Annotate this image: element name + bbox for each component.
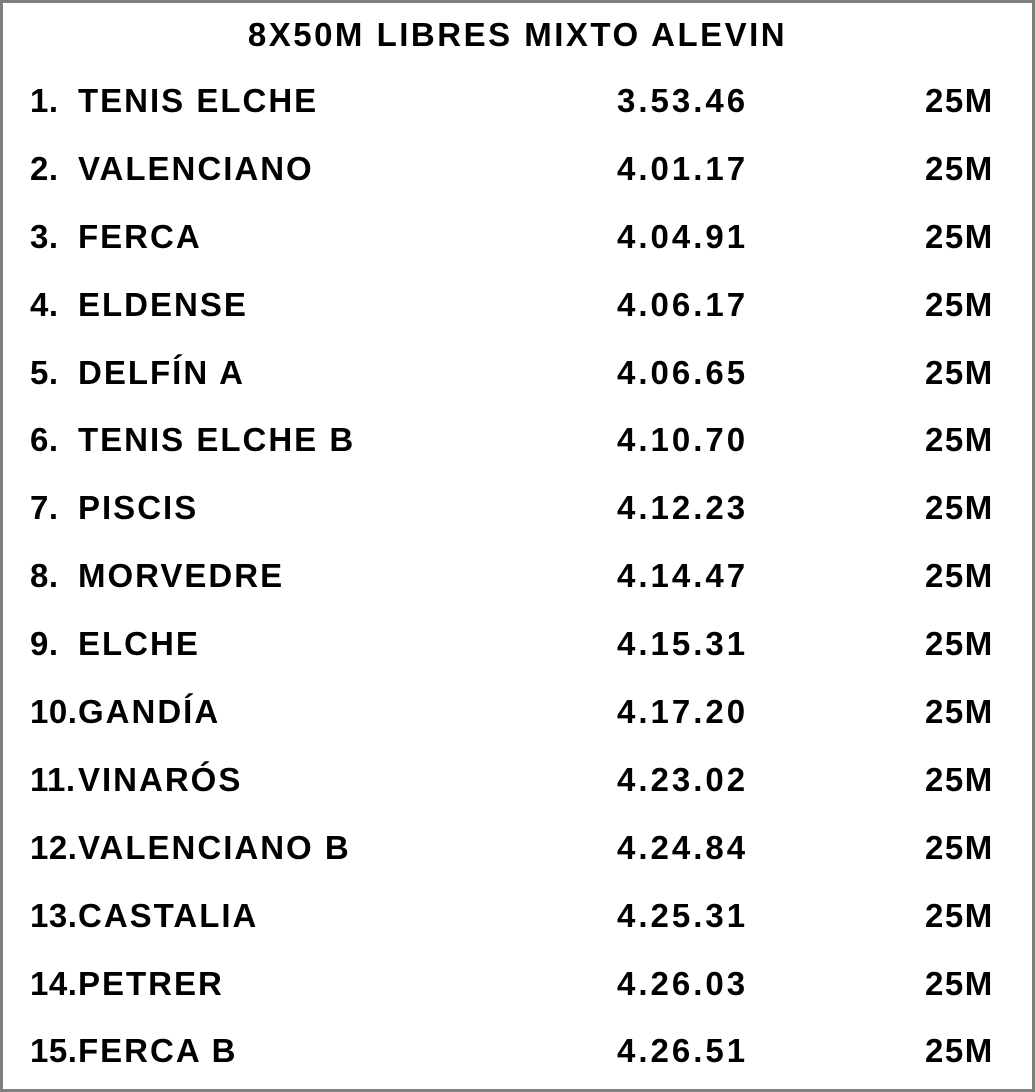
team-name: GANDÍA [78, 692, 221, 730]
result-time: 4.23.02 [617, 760, 749, 798]
team-name: FERCA [78, 217, 202, 255]
result-time: 4.24.84 [617, 828, 749, 866]
rank-number: 10. [30, 692, 78, 730]
result-row [3, 1017, 1032, 1085]
result-time: 4.01.17 [617, 149, 749, 187]
rank-number: 5. [30, 353, 59, 391]
rank-number: 4. [30, 285, 59, 323]
rank-number: 13. [30, 896, 78, 934]
pool-length: 25M [925, 964, 994, 1002]
result-time: 4.17.20 [617, 692, 749, 730]
team-name: CASTALIA [78, 896, 259, 934]
result-row [3, 203, 1032, 271]
result-time: 3.53.46 [617, 81, 749, 119]
result-time: 4.26.03 [617, 964, 749, 1002]
pool-length: 25M [925, 285, 994, 323]
pool-length: 25M [925, 421, 994, 459]
result-time: 4.15.31 [617, 625, 749, 663]
result-row [3, 474, 1032, 542]
rank-number: 8. [30, 557, 59, 595]
rank-number: 2. [30, 149, 59, 187]
rank-number: 7. [30, 489, 59, 527]
result-time: 4.12.23 [617, 489, 749, 527]
result-time: 4.25.31 [617, 896, 749, 934]
team-name: VINARÓS [78, 760, 243, 798]
result-row [3, 746, 1032, 814]
result-row [3, 67, 1032, 135]
rank-number: 6. [30, 421, 59, 459]
pool-length: 25M [925, 1032, 994, 1070]
result-row [3, 406, 1032, 474]
team-name: ELCHE [78, 625, 200, 663]
team-name: TENIS ELCHE B [78, 421, 356, 459]
pool-length: 25M [925, 625, 994, 663]
team-name: VALENCIANO B [78, 828, 351, 866]
team-name: ELDENSE [78, 285, 248, 323]
rank-number: 12. [30, 828, 78, 866]
pool-length: 25M [925, 81, 994, 119]
result-time: 4.04.91 [617, 217, 749, 255]
result-row [3, 610, 1032, 678]
result-time: 4.06.65 [617, 353, 749, 391]
title-bar [3, 3, 1032, 67]
rank-number: 15. [30, 1032, 78, 1070]
result-row [3, 339, 1032, 407]
pool-length: 25M [925, 828, 994, 866]
rank-number: 1. [30, 81, 59, 119]
team-name: FERCA B [78, 1032, 238, 1070]
team-name: PETRER [78, 964, 224, 1002]
event-title: 8X50M LIBRES MIXTO ALEVIN [247, 16, 788, 53]
rank-number: 11. [30, 760, 76, 798]
results-list [3, 67, 1032, 1085]
result-row [3, 814, 1032, 882]
rank-number: 14. [30, 964, 78, 1002]
result-time: 4.10.70 [617, 421, 749, 459]
team-name: MORVEDRE [78, 557, 285, 595]
pool-length: 25M [925, 692, 994, 730]
rank-number: 3. [30, 217, 59, 255]
result-time: 4.26.51 [617, 1032, 749, 1070]
result-row [3, 678, 1032, 746]
pool-length: 25M [925, 896, 994, 934]
result-row [3, 882, 1032, 950]
result-row [3, 542, 1032, 610]
team-name: DELFÍN A [78, 353, 245, 391]
result-row [3, 950, 1032, 1018]
pool-length: 25M [925, 557, 994, 595]
pool-length: 25M [925, 353, 994, 391]
team-name: VALENCIANO [78, 149, 314, 187]
pool-length: 25M [925, 489, 994, 527]
result-row [3, 135, 1032, 203]
team-name: PISCIS [78, 489, 199, 527]
result-time: 4.14.47 [617, 557, 749, 595]
team-name: TENIS ELCHE [78, 81, 319, 119]
pool-length: 25M [925, 217, 994, 255]
pool-length: 25M [925, 760, 994, 798]
pool-length: 25M [925, 149, 994, 187]
result-time: 4.06.17 [617, 285, 749, 323]
rank-number: 9. [30, 625, 59, 663]
result-row [3, 271, 1032, 339]
